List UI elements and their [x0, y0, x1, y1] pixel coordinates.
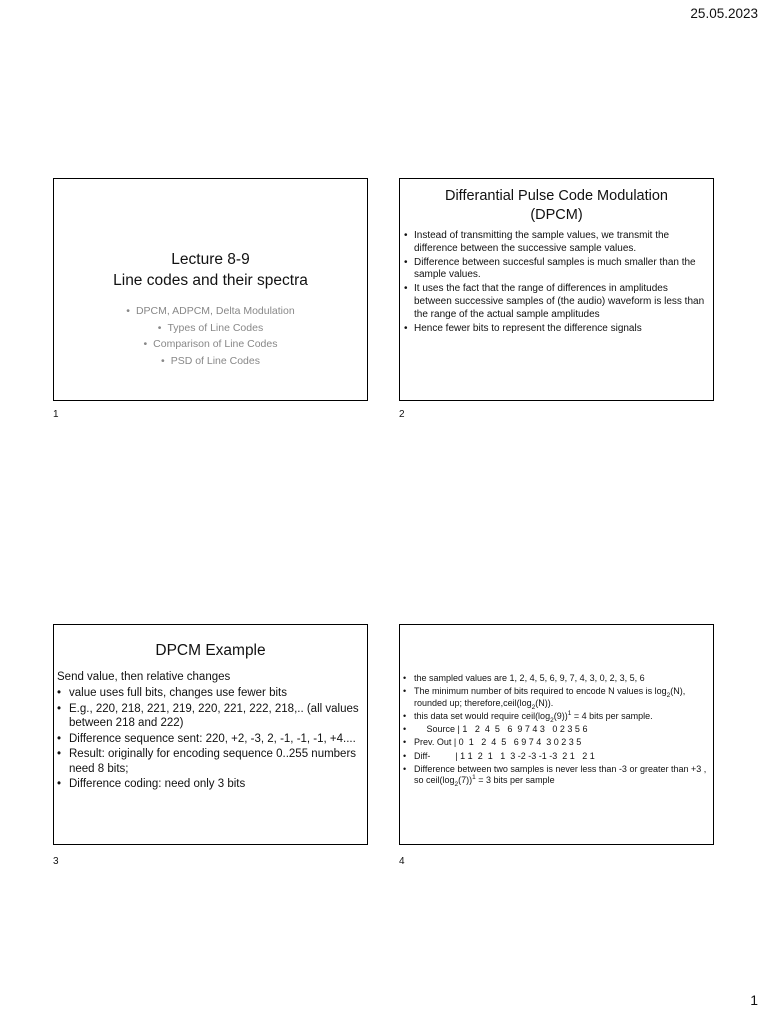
page-number: 1 [750, 992, 758, 1008]
slide-1-topics [54, 303, 367, 369]
slide-3 [53, 624, 368, 845]
topic-item: • Comparison of Line Codes [143, 338, 278, 350]
slide-1-title-line2: Line codes and their spectra [113, 272, 308, 289]
bullet-item: • The minimum number of bits required to encode N values is $\log_2(N)$, rounded up; $therefore,ceil(\log_2(N))$. [403, 686, 707, 709]
slide-4 [399, 624, 714, 845]
slide-1-title [54, 249, 367, 291]
slide-3-lead: Send value, then relative changes [57, 671, 231, 683]
slide-2-title: Differantial Pulse Code Modulation (DPCM) [444, 188, 668, 223]
bullet-item: • Diff- | 1 1 2 1 1 3 -2 -3 -1 -3 2 1 2 1 [403, 751, 707, 762]
bullet-item: • Result: originally for encoding sequence 0..255 numbers need 8 bits; [57, 747, 361, 775]
bullet-item: • It uses the fact that the range of differences in amplitudes between successive samples of (the audio) waveform is less than the range of the actual sample amplitudes [404, 283, 705, 321]
bullet-item: • the sampled values are 1, 2, 4, 5, 6, 9, 7, 4, 3, 0, 2, 3, 5, 6 [403, 673, 707, 684]
bullet-item: • Source | 1 2 4 5 6 9 7 4 3 0 2 3 5 6 [403, 724, 707, 735]
document-date: 25.05.2023 [690, 6, 758, 21]
bullet-item: • this data set would require $ceil(\log_2(9))^1 = 4$ bits per sample. [403, 711, 707, 722]
bullet-item: • Difference between two samples is never less than -3 or greater than +3 , so $ceil(\log_2(7))^1 = 3$ bits per sample [403, 764, 707, 787]
slide-3-title: DPCM Example [155, 642, 266, 659]
topic-item: • PSD of Line Codes [161, 354, 260, 367]
slide-1 [53, 178, 368, 401]
bullet-item: • Difference sequence sent: 220, +2, -3, 2, -1, -1, -1, +4.... [57, 732, 361, 746]
slide-2-bullets [404, 230, 705, 335]
slide-4-number: 4 [399, 856, 405, 867]
topic-item: • DPCM, ADPCM, Delta Modulation [126, 305, 295, 317]
bullet-item: • Instead of transmitting the sample values, we transmit the difference between the successive sample values. [404, 230, 705, 255]
bullet-item: • Difference coding: need only 3 bits [57, 777, 361, 791]
slide-1-title-line1: Lecture 8-9 [171, 251, 250, 268]
slide-3-bullets [57, 686, 361, 791]
slide-4-bullets [400, 673, 707, 787]
slide-2 [399, 178, 714, 401]
slide-2-number: 2 [399, 409, 405, 420]
bullet-item: • Difference between succesful samples is much smaller than the sample values. [404, 257, 705, 282]
topic-item: • Types of Line Codes [157, 321, 264, 334]
bullet-item: • Prev. Out | 0 1 2 4 5 6 9 7 4 3 0 2 3 5 [403, 737, 707, 748]
slide-1-number: 1 [53, 409, 59, 420]
bullet-item: • value uses full bits, changes use fewer bits [57, 686, 361, 700]
bullet-item: • Hence fewer bits to represent the difference signals [404, 323, 705, 336]
slide-3-number: 3 [53, 856, 59, 867]
bullet-item: • E.g., 220, 218, 221, 219, 220, 221, 222, 218,.. (all values between 218 and 222) [57, 702, 361, 730]
